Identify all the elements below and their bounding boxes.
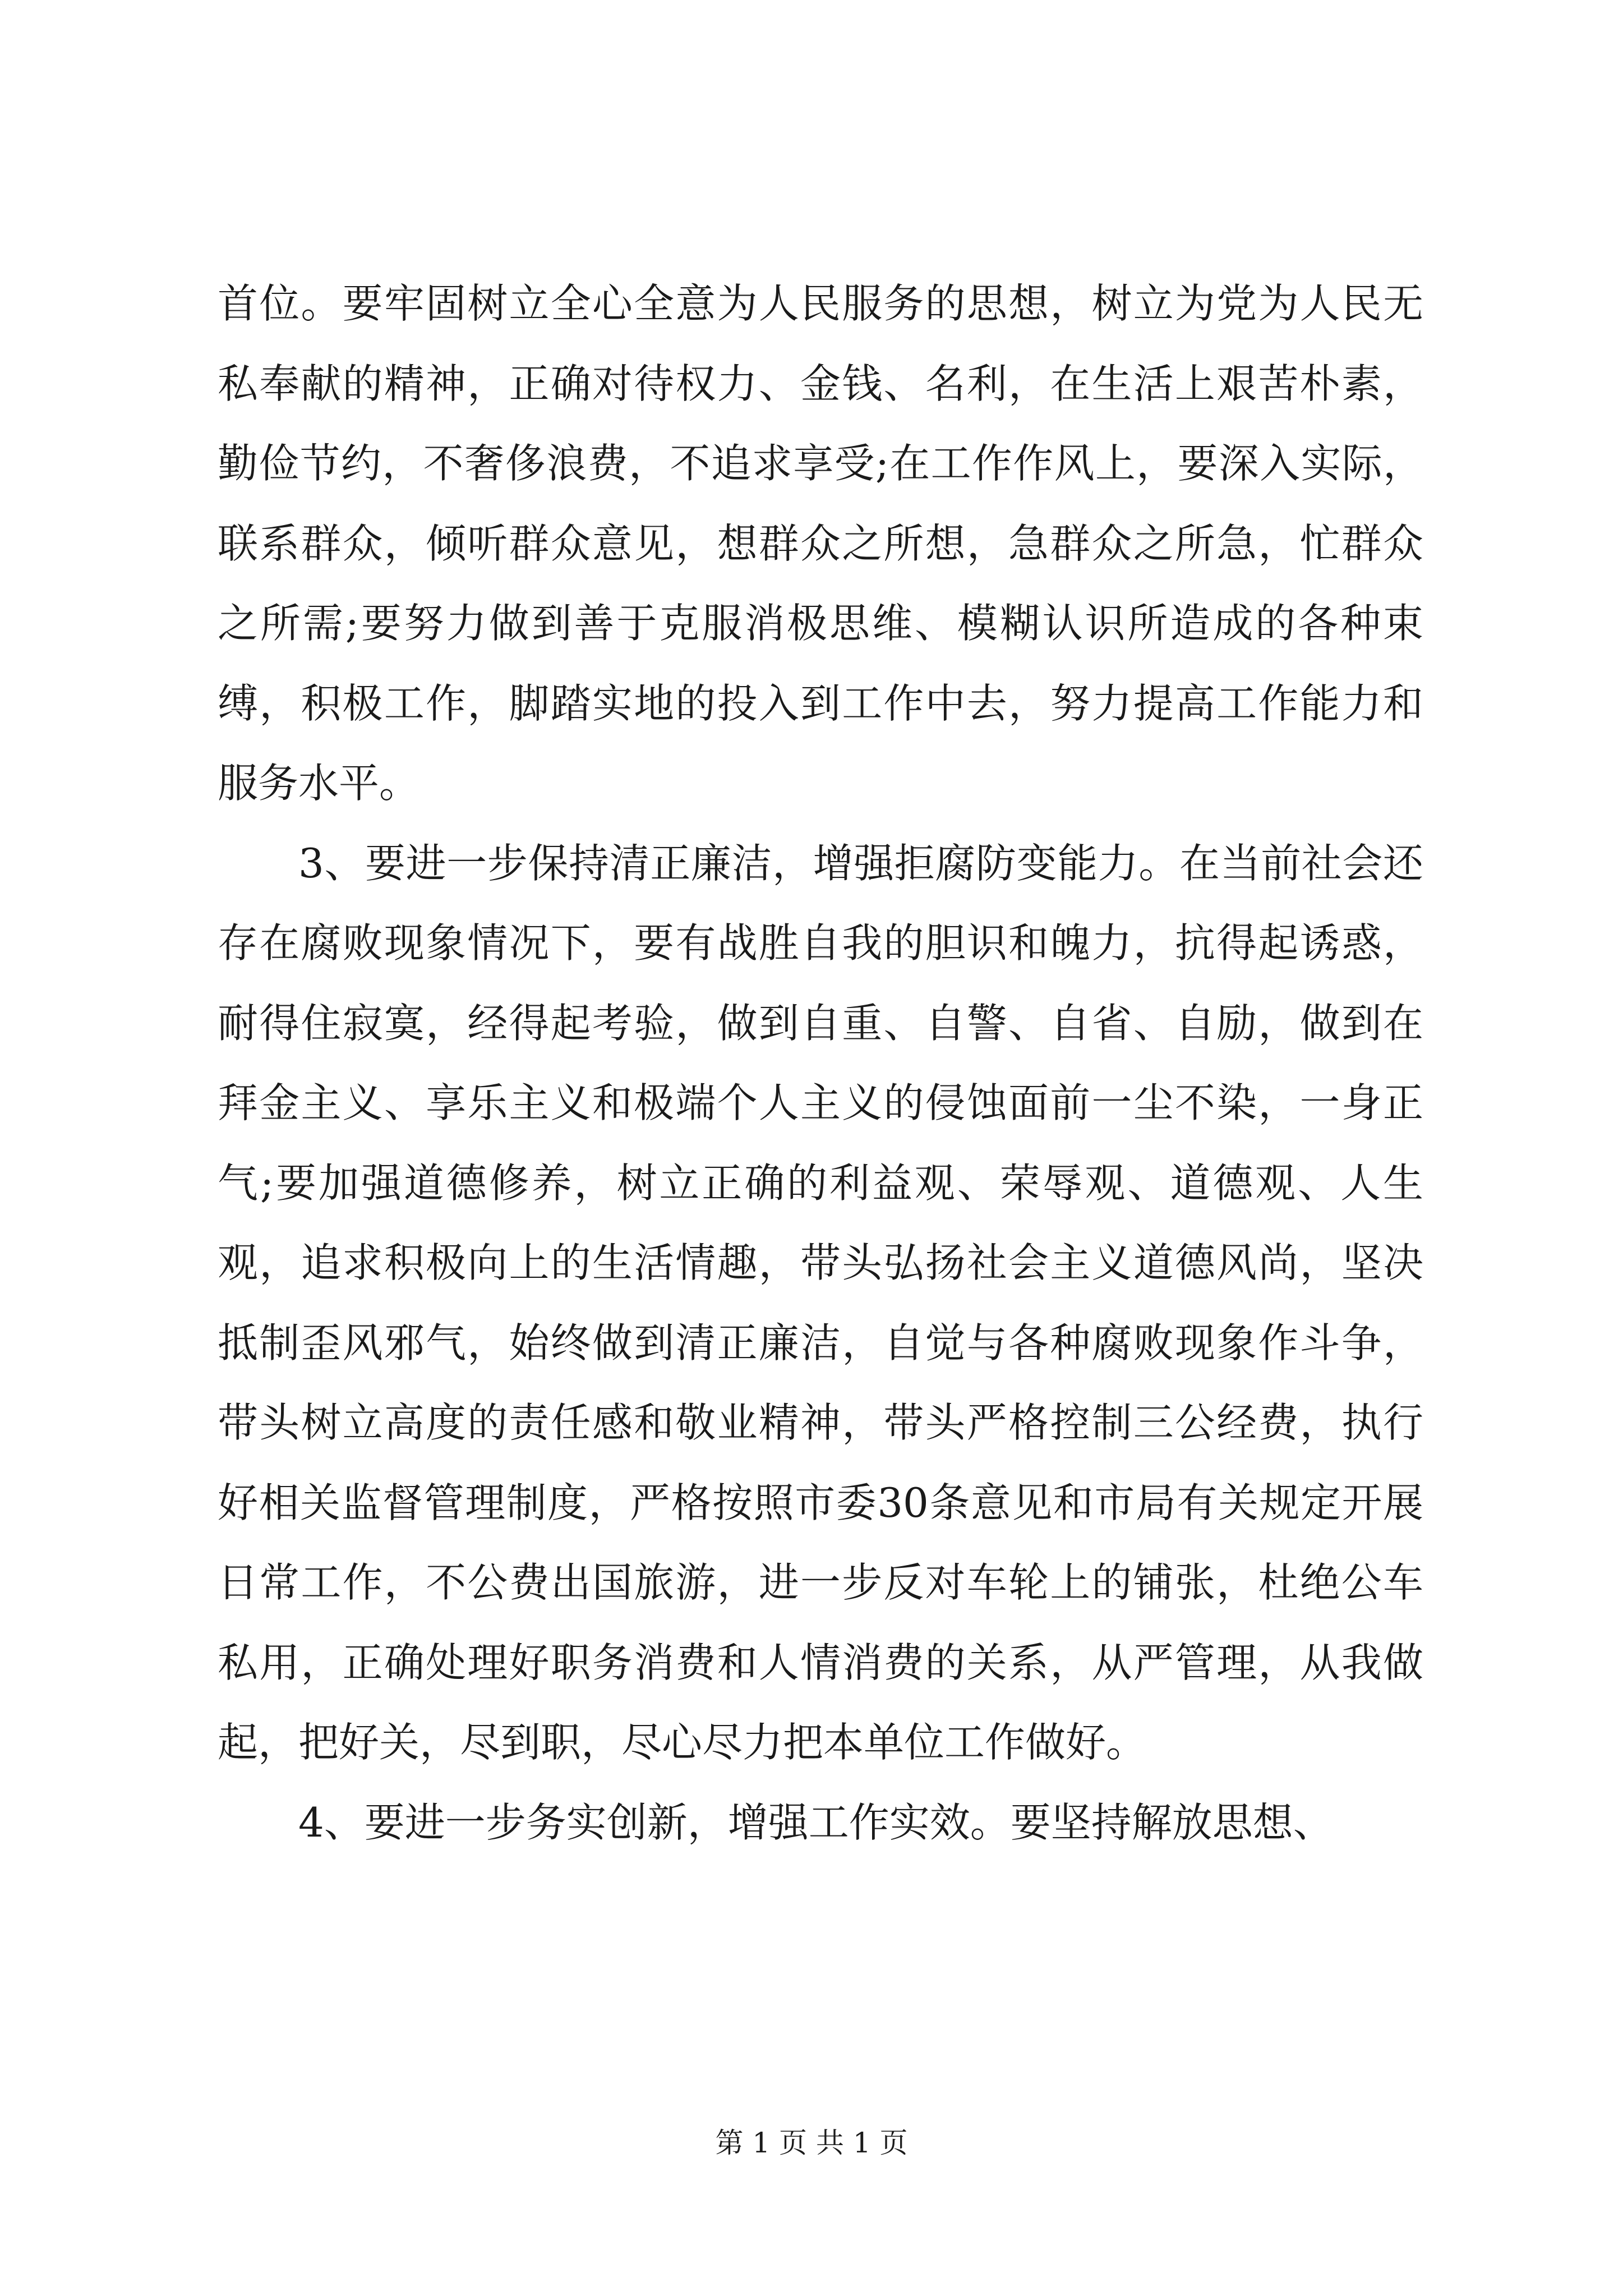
body-text xyxy=(218,264,1423,1862)
page-footer: 第 1 页 共 1 页 xyxy=(715,2127,908,2159)
paragraph-3: 4、要进一步务实创新，增强工作实效。要坚持解放思想、 xyxy=(298,1798,1334,1846)
paragraph-2: 3、要进一步保持清正廉洁，增强拒腐防变能力。在当前社会还存在腐败现象情况下，要有战胜自我的胆识和魄力，抗得起诱惑，耐得住寂寞，经得起考验，做到自重、自警、自省、自励，做到在拜金主义、享乐主义和极端个人主义的侵蚀面前一尘不染，一身正气;要加强道德修养，树立正确的利益观、荣辱观、道德观、人生观，追求积极向上的生活情趣，带头弘扬社会主义道德风尚，坚决抵制歪风邪气，始终做到清正廉洁，自觉与各种腐败现象作斗争，带头树立高度的责任感和敬业精神，带头严格控制三公经费，执行好相关监督管理制度，严格按照市委30条意见和市局有关规定开展日常工作，不公费出国旅游，进一步反对车轮上的铺张，杜绝公车私用，正确处理好职务消费和人情消费的关系，从严管理，从我做起，把好关，尽到职，尽心尽力把本单位工作做好。 xyxy=(218,839,1423,1766)
paragraph-1: 首位。要牢固树立全心全意为人民服务的思想，树立为党为人民无私奉献的精神，正确对待权力、金钱、名利，在生活上艰苦朴素，勤俭节约，不奢侈浪费，不追求享受;在工作作风上，要深入实际，联系群众，倾听群众意见，想群众之所想，急群众之所急，忙群众之所需;要努力做到善于克服消极思维、模糊认识所造成的各种束缚，积极工作，脚踏实地的投入到工作中去，努力提高工作能力和服务水平。 xyxy=(218,280,1423,807)
